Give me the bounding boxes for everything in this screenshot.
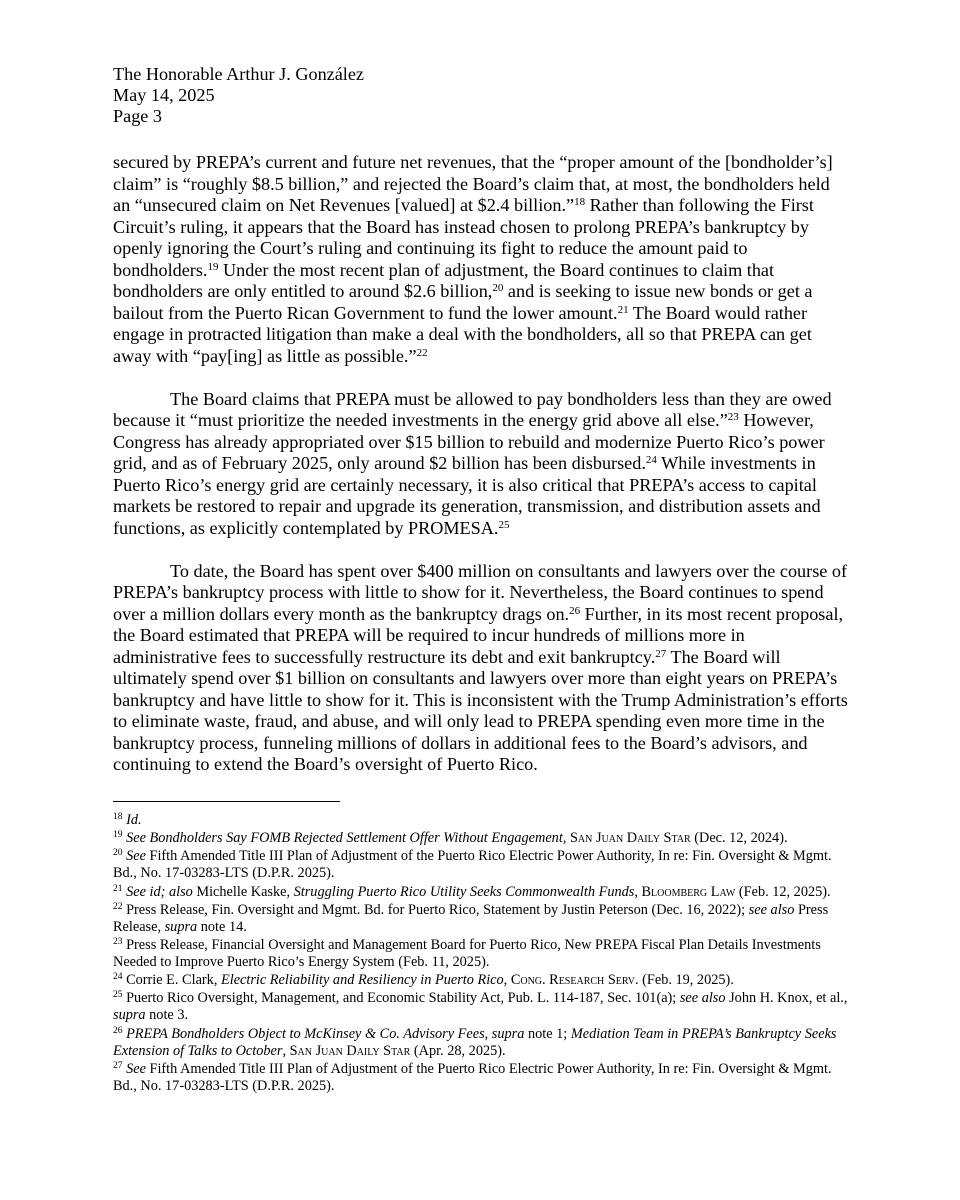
text-run: Corrie E. Clark,: [126, 972, 221, 989]
text-run: ,: [562, 830, 570, 847]
text-run: However, Congress has already appropriated over $15 billion to rebuild and modernize Puerto Rico’s power grid, and as of February 2025, only around $2 billion has been disbursed.: [113, 410, 825, 473]
small-caps-text: Bloomberg Law: [641, 883, 736, 900]
page-number-line: Page 3: [113, 106, 162, 126]
text-run: ,: [282, 1042, 290, 1059]
footnote: [113, 902, 848, 936]
date-line: May 14, 2025: [113, 85, 215, 105]
text-run: (Dec. 12, 2024).: [690, 830, 788, 847]
text-run: (Feb. 12, 2025).: [735, 883, 831, 900]
italic-text: Id.: [126, 812, 142, 828]
footnote-number: 23: [113, 936, 123, 947]
italic-text: Struggling Puerto Rico Utility Seeks Commonwealth Funds: [293, 883, 635, 900]
text-run: Press Release,: [113, 901, 829, 935]
footnote-number: 21: [113, 883, 123, 894]
letter-body: [113, 152, 848, 797]
footnote-reference: 20: [492, 282, 504, 294]
footnote-reference: 23: [727, 411, 739, 423]
text-run: and is seeking to issue new bonds or get a bailout from the Puerto Rican Government to fund the lower amount.: [113, 281, 813, 323]
addressee-line: The Honorable Arthur J. González: [113, 64, 365, 84]
text-run: Rather than following the First Circuit’s ruling, it appears that the Board has instead chosen to prolong PREPA’s bankruptcy by openly ignoring the Court’s ruling and continuing its fight to reduce the amount paid to bondholders.: [113, 195, 814, 280]
footnote-number: 25: [113, 990, 123, 1001]
italic-text: supra: [491, 1025, 525, 1042]
footnote-number: 26: [113, 1025, 123, 1036]
small-caps-text: Cong. Research Serv.: [510, 972, 639, 989]
italic-text: supra: [164, 918, 198, 935]
text-run: (Apr. 28, 2025).: [410, 1042, 506, 1059]
italic-text: See id; also: [126, 883, 193, 900]
text-run: The Board would rather engage in protracted litigation than make a deal with the bondholders, all so that PREPA can get away with “pay[ing] as little as possible.”: [113, 302, 812, 366]
text-run: ,: [634, 883, 642, 900]
italic-text: See Bondholders Say FOMB Rejected Settlement Offer Without Engagement: [126, 830, 563, 847]
italic-text: See: [126, 848, 146, 865]
body-paragraph: [113, 389, 848, 540]
footnote-reference: 25: [498, 518, 510, 531]
italic-text: see also: [679, 990, 726, 1007]
footnote: [113, 1061, 848, 1095]
text-run: note 3.: [145, 1007, 189, 1024]
footnote-number: 18: [113, 812, 123, 822]
text-run: The Board claims that PREPA must be allowed to pay bondholders less than they are owed because it “must prioritize the needed investments in the energy grid above all else.”: [113, 388, 832, 430]
footnote-separator: [113, 801, 340, 802]
footnote-reference: 27: [655, 647, 667, 660]
footnote-number: 27: [113, 1060, 123, 1071]
footnote-number: 22: [113, 901, 123, 912]
text-run: To date, the Board has spent over $400 million on consultants and lawyers over the course of PREPA’s bankruptcy process with little to show for it. Nevertheless, the Board continues to spend over a million dollars every month as the bankruptcy drags on.: [113, 560, 848, 624]
text-run: John H. Knox, et al.,: [725, 990, 848, 1007]
text-run: Under the most recent plan of adjustment, the Board continues to claim that bondholders are only entitled to around $2.6 billion,: [113, 259, 775, 301]
footnote: [113, 884, 848, 901]
text-run: note 1;: [524, 1025, 571, 1042]
italic-text: supra: [113, 1007, 146, 1024]
text-run: ,: [484, 1025, 492, 1042]
small-caps-text: San Juan Daily Star: [569, 830, 691, 847]
text-run: While investments in Puerto Rico’s energy grid are certainly necessary, it is also critical that PREPA’s access to capital markets be restored to repair and upgrade its generation, transmission, and distribution assets and functions, as explicitly contemplated by PROMESA.: [113, 453, 821, 538]
body-paragraph: [113, 561, 848, 776]
text-run: ,: [503, 972, 511, 989]
text-run: Puerto Rico Oversight, Management, and Economic Stability Act, Pub. L. 114-187, Sec. 101(a);: [126, 990, 680, 1007]
small-caps-text: San Juan Daily Star: [289, 1042, 411, 1059]
footnote: [113, 848, 848, 882]
italic-text: See: [126, 1060, 146, 1077]
text-run: Press Release, Financial Oversight and Management Board for Puerto Rico, New PREPA Fiscal Plan Details Investments Needed to Improve Puerto Rico’s Energy System (Feb. 11, 2025).: [113, 936, 821, 970]
footnote-reference: 18: [574, 196, 586, 208]
text-run: Further, in its most recent proposal, the Board estimated that PREPA will be required to incur hundreds of millions more in administrative fees to successfully restructure its debt and exit bankruptcy.: [113, 603, 844, 667]
footnote-reference: 24: [645, 454, 657, 466]
text-run: Fifth Amended Title III Plan of Adjustment of the Puerto Rico Electric Power Authority, In re: Fin. Oversight & Mgmt. Bd., No. 17-03283-LTS (D.P.R. 2025).: [113, 848, 832, 882]
body-paragraph: [113, 152, 848, 367]
footnote-reference: 19: [207, 260, 219, 273]
text-run: Michelle Kaske,: [192, 883, 294, 900]
footnote-number: 20: [113, 848, 123, 859]
text-run: secured by PREPA’s current and future net revenues, that the “proper amount of the [bondholder’s] claim” is “roughly $8.5 billion,” and rejected the Board’s claim that, at most, the bondholders held an “unsecured claim on Net Revenues [valued] at $2.4 billion.”: [113, 152, 833, 215]
footnote: [113, 990, 848, 1024]
footnote-number: 19: [113, 830, 123, 841]
italic-text: see also: [748, 901, 795, 918]
text-run: Press Release, Fin. Oversight and Mgmt. Bd. for Puerto Rico, Statement by Justin Peterson (Dec. 16, 2022);: [126, 901, 749, 918]
text-run: note 14.: [197, 918, 247, 935]
footnote: [113, 972, 848, 989]
footnote: [113, 1026, 848, 1060]
italic-text: Electric Reliability and Resiliency in Puerto Rico: [220, 972, 504, 989]
footnote-reference: 22: [416, 346, 428, 359]
footnote-number: 24: [113, 972, 123, 983]
footnote-reference: 26: [569, 604, 581, 617]
footnote: [113, 830, 848, 847]
footnotes-section: [113, 812, 848, 1096]
footnote: [113, 812, 848, 829]
footnote-reference: 21: [617, 303, 629, 316]
italic-text: Mediation Team in PREPA’s Bankruptcy Seeks Extension of Talks to October: [113, 1025, 837, 1059]
footnote: [113, 937, 848, 971]
text-run: Fifth Amended Title III Plan of Adjustment of the Puerto Rico Electric Power Authority, In re: Fin. Oversight & Mgmt. Bd., No. 17-03283-LTS (D.P.R. 2025).: [113, 1060, 832, 1094]
letter-header: [113, 64, 364, 127]
text-run: (Feb. 19, 2025).: [638, 972, 734, 989]
italic-text: PREPA Bondholders Object to McKinsey & Co. Advisory Fees: [126, 1025, 485, 1042]
text-run: The Board will ultimately spend over $1 billion on consultants and lawyers over more than eight years on PREPA’s bankruptcy and have little to show for it. This is inconsistent with the Trump Administration’s efforts to eliminate waste, fraud, and abuse, and will only lead to PREPA spending even more time in the bankruptcy process, funneling millions of dollars in additional fees to the Board’s advisors, and continuing to extend the Board’s oversight of Puerto Rico.: [113, 646, 848, 774]
